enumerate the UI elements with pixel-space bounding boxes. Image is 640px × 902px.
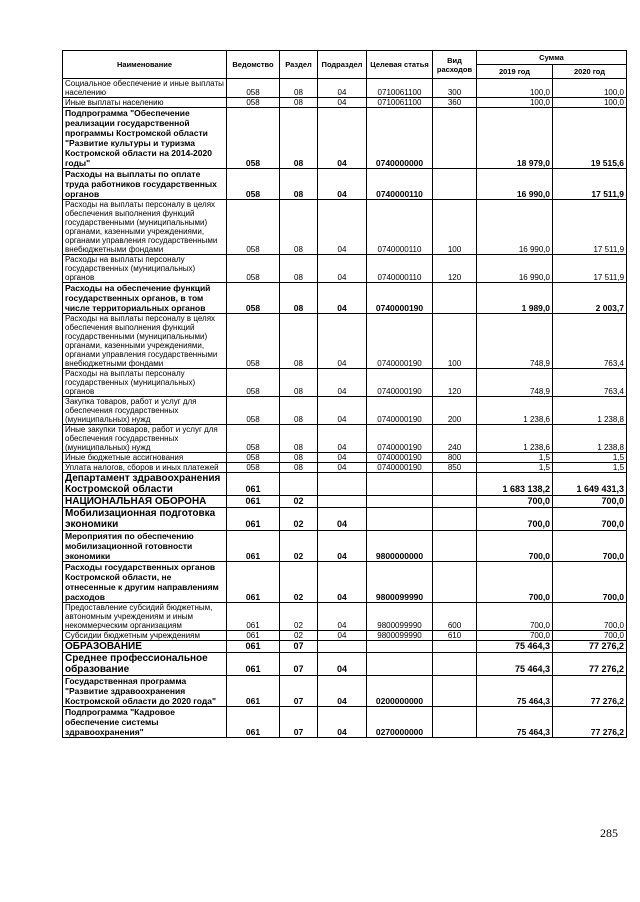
cell-v2020: 700,0 <box>553 508 627 531</box>
cell-sec: 02 <box>280 631 318 641</box>
cell-target <box>367 473 433 496</box>
cell-sub: 04 <box>318 314 367 369</box>
cell-dept: 061 <box>227 508 280 531</box>
cell-v2020: 77 276,2 <box>553 676 627 707</box>
table-body <box>63 79 627 738</box>
cell-v2020: 17 511,9 <box>553 200 627 255</box>
col-header-dept: Ведомство <box>227 51 280 79</box>
cell-sub: 04 <box>318 397 367 425</box>
cell-target: 0740000190 <box>367 283 433 314</box>
cell-v2020: 1 238,8 <box>553 425 627 453</box>
cell-v2019: 16 990,0 <box>477 200 553 255</box>
cell-sub: 04 <box>318 603 367 631</box>
cell-v2020: 17 511,9 <box>553 255 627 283</box>
cell-dept: 058 <box>227 283 280 314</box>
col-header-type: Вид расходов <box>433 51 477 79</box>
cell-type <box>433 508 477 531</box>
cell-dept: 058 <box>227 255 280 283</box>
cell-name: Социальное обеспечение и иные выплаты населению <box>63 79 227 98</box>
cell-dept: 058 <box>227 369 280 397</box>
cell-sub: 04 <box>318 200 367 255</box>
cell-sub: 04 <box>318 676 367 707</box>
budget-table-sheet <box>62 50 626 738</box>
table-row <box>63 79 627 98</box>
cell-v2019: 75 464,3 <box>477 653 553 676</box>
cell-v2020: 19 515,6 <box>553 108 627 169</box>
cell-target: 0740000190 <box>367 369 433 397</box>
cell-target <box>367 641 433 653</box>
cell-type <box>433 169 477 200</box>
cell-sec: 02 <box>280 562 318 603</box>
cell-name: Предоставление субсидий бюджетным, автономным учреждениям и иным некоммерческим организациям <box>63 603 227 631</box>
cell-sub: 04 <box>318 453 367 463</box>
table-row <box>63 108 627 169</box>
cell-sec: 02 <box>280 508 318 531</box>
cell-sec: 02 <box>280 531 318 562</box>
cell-type: 300 <box>433 79 477 98</box>
cell-dept: 058 <box>227 397 280 425</box>
cell-sub <box>318 473 367 496</box>
cell-sub <box>318 496 367 508</box>
table-header <box>63 51 627 79</box>
cell-name: Расходы на выплаты по оплате труда работников государственных органов <box>63 169 227 200</box>
cell-sec: 07 <box>280 707 318 738</box>
col-header-target: Целевая статья <box>367 51 433 79</box>
table-row <box>63 369 627 397</box>
cell-dept: 061 <box>227 631 280 641</box>
cell-type <box>433 562 477 603</box>
table-row <box>63 603 627 631</box>
cell-sub: 04 <box>318 169 367 200</box>
cell-v2020: 700,0 <box>553 603 627 631</box>
cell-v2019: 700,0 <box>477 631 553 641</box>
cell-sub: 04 <box>318 108 367 169</box>
cell-v2020: 77 276,2 <box>553 707 627 738</box>
cell-name: Государственная программа "Развитие здравоохранения Костромской области до 2020 года" <box>63 676 227 707</box>
cell-name: Закупка товаров, работ и услуг для обеспечения государственных (муниципальных) нужд <box>63 397 227 425</box>
page-number: 285 <box>600 826 618 840</box>
cell-sec: 08 <box>280 314 318 369</box>
cell-sec: 08 <box>280 453 318 463</box>
cell-v2020: 700,0 <box>553 631 627 641</box>
cell-dept: 061 <box>227 496 280 508</box>
cell-target: 0710061100 <box>367 79 433 98</box>
cell-sec: 07 <box>280 653 318 676</box>
cell-sec: 08 <box>280 200 318 255</box>
cell-name: Среднее профессиональное образование <box>63 653 227 676</box>
cell-name: Подпрограмма "Кадровое обеспечение системы здравоохранения" <box>63 707 227 738</box>
cell-sub: 04 <box>318 653 367 676</box>
cell-type <box>433 496 477 508</box>
cell-sec <box>280 473 318 496</box>
cell-v2019: 748,9 <box>477 369 553 397</box>
table-row <box>63 255 627 283</box>
cell-dept: 061 <box>227 653 280 676</box>
table-row <box>63 314 627 369</box>
cell-type: 240 <box>433 425 477 453</box>
cell-name: Подпрограмма "Обеспечение реализации государственной программы Костромской области "Развитие культуры и туризма Костромской области на 2014-2020 годы" <box>63 108 227 169</box>
cell-target: 0740000190 <box>367 463 433 473</box>
cell-name: Уплата налогов, сборов и иных платежей <box>63 463 227 473</box>
cell-dept: 061 <box>227 676 280 707</box>
cell-type: 120 <box>433 255 477 283</box>
cell-target <box>367 508 433 531</box>
cell-sec: 08 <box>280 79 318 98</box>
table-row <box>63 283 627 314</box>
cell-target: 0740000110 <box>367 200 433 255</box>
cell-v2019: 1,5 <box>477 453 553 463</box>
cell-target: 0200000000 <box>367 676 433 707</box>
cell-name: Расходы на выплаты персоналу в целях обеспечения выполнения функций государственными (муниципальными) органами, казенными учреждениями, органами управления государственными внебюджетными фондами <box>63 314 227 369</box>
cell-name: Расходы на выплаты персоналу государственных (муниципальных) органов <box>63 255 227 283</box>
cell-name: Расходы на обеспечение функций государственных органов, в том числе территориальных органов <box>63 283 227 314</box>
cell-v2020: 763,4 <box>553 369 627 397</box>
table-row <box>63 641 627 653</box>
cell-sub: 04 <box>318 98 367 108</box>
cell-type <box>433 676 477 707</box>
cell-sec: 02 <box>280 603 318 631</box>
cell-sec: 08 <box>280 98 318 108</box>
cell-v2020: 100,0 <box>553 98 627 108</box>
table-row <box>63 425 627 453</box>
table-row <box>63 98 627 108</box>
cell-sec: 08 <box>280 283 318 314</box>
table-row <box>63 496 627 508</box>
cell-target: 9800000000 <box>367 531 433 562</box>
cell-v2019: 16 990,0 <box>477 169 553 200</box>
table-row <box>63 676 627 707</box>
cell-v2019: 700,0 <box>477 531 553 562</box>
cell-target: 0270000000 <box>367 707 433 738</box>
table-row <box>63 463 627 473</box>
cell-sub: 04 <box>318 562 367 603</box>
cell-name: Департамент здравоохранения Костромской области <box>63 473 227 496</box>
cell-dept: 058 <box>227 425 280 453</box>
cell-v2019: 748,9 <box>477 314 553 369</box>
cell-type: 850 <box>433 463 477 473</box>
cell-type: 120 <box>433 369 477 397</box>
cell-v2019: 75 464,3 <box>477 676 553 707</box>
col-header-2020: 2020 год <box>553 65 627 79</box>
cell-target: 9800099990 <box>367 562 433 603</box>
cell-v2020: 1,5 <box>553 453 627 463</box>
cell-v2020: 77 276,2 <box>553 641 627 653</box>
budget-table <box>62 50 627 738</box>
cell-name: Расходы государственных органов Костромской области, не отнесенные к другим направлениям расходов <box>63 562 227 603</box>
col-header-section: Раздел <box>280 51 318 79</box>
cell-target: 0710061100 <box>367 98 433 108</box>
cell-sec: 08 <box>280 425 318 453</box>
cell-target <box>367 653 433 676</box>
cell-sub: 04 <box>318 707 367 738</box>
cell-type: 200 <box>433 397 477 425</box>
cell-dept: 061 <box>227 707 280 738</box>
cell-name: НАЦИОНАЛЬНАЯ ОБОРОНА <box>63 496 227 508</box>
cell-name: Субсидии бюджетным учреждениям <box>63 631 227 641</box>
cell-type: 800 <box>433 453 477 463</box>
cell-v2020: 2 003,7 <box>553 283 627 314</box>
cell-type <box>433 108 477 169</box>
cell-sec: 08 <box>280 255 318 283</box>
cell-dept: 058 <box>227 169 280 200</box>
cell-sub: 04 <box>318 255 367 283</box>
cell-dept: 058 <box>227 200 280 255</box>
cell-sec: 08 <box>280 463 318 473</box>
cell-dept: 058 <box>227 314 280 369</box>
cell-sec: 07 <box>280 641 318 653</box>
table-row <box>63 473 627 496</box>
cell-dept: 061 <box>227 473 280 496</box>
cell-v2019: 700,0 <box>477 603 553 631</box>
cell-type: 610 <box>433 631 477 641</box>
cell-target <box>367 496 433 508</box>
cell-v2020: 763,4 <box>553 314 627 369</box>
cell-v2019: 16 990,0 <box>477 255 553 283</box>
cell-v2019: 75 464,3 <box>477 641 553 653</box>
table-row <box>63 169 627 200</box>
cell-sub: 04 <box>318 369 367 397</box>
cell-v2019: 75 464,3 <box>477 707 553 738</box>
table-row <box>63 707 627 738</box>
cell-dept: 058 <box>227 79 280 98</box>
cell-name: Иные закупки товаров, работ и услуг для обеспечения государственных (муниципальных) нужд <box>63 425 227 453</box>
cell-type <box>433 531 477 562</box>
cell-v2020: 1 649 431,3 <box>553 473 627 496</box>
cell-v2019: 100,0 <box>477 98 553 108</box>
cell-type <box>433 653 477 676</box>
table-row <box>63 453 627 463</box>
cell-target: 0740000190 <box>367 397 433 425</box>
cell-v2019: 1 683 138,2 <box>477 473 553 496</box>
cell-type <box>433 707 477 738</box>
cell-target: 0740000190 <box>367 314 433 369</box>
cell-type <box>433 473 477 496</box>
table-row <box>63 531 627 562</box>
cell-dept: 058 <box>227 108 280 169</box>
cell-dept: 058 <box>227 98 280 108</box>
cell-name: Мероприятия по обеспечению мобилизационной готовности экономики <box>63 531 227 562</box>
cell-v2019: 100,0 <box>477 79 553 98</box>
cell-sec: 08 <box>280 108 318 169</box>
cell-v2020: 17 511,9 <box>553 169 627 200</box>
cell-target: 9800099990 <box>367 631 433 641</box>
cell-v2019: 700,0 <box>477 562 553 603</box>
cell-sub: 04 <box>318 508 367 531</box>
cell-dept: 058 <box>227 453 280 463</box>
cell-name: Расходы на выплаты персоналу государственных (муниципальных) органов <box>63 369 227 397</box>
cell-sub: 04 <box>318 79 367 98</box>
cell-type <box>433 641 477 653</box>
col-header-subsection: Подраздел <box>318 51 367 79</box>
cell-v2019: 700,0 <box>477 496 553 508</box>
col-header-2019: 2019 год <box>477 65 553 79</box>
cell-sub <box>318 641 367 653</box>
cell-v2019: 1,5 <box>477 463 553 473</box>
cell-target: 0740000110 <box>367 169 433 200</box>
cell-dept: 061 <box>227 562 280 603</box>
cell-type: 600 <box>433 603 477 631</box>
cell-target: 0740000000 <box>367 108 433 169</box>
cell-sub: 04 <box>318 531 367 562</box>
cell-sec: 08 <box>280 169 318 200</box>
cell-sub: 04 <box>318 425 367 453</box>
cell-name: ОБРАЗОВАНИЕ <box>63 641 227 653</box>
cell-target: 0740000110 <box>367 255 433 283</box>
cell-target: 0740000190 <box>367 425 433 453</box>
cell-name: Иные бюджетные ассигнования <box>63 453 227 463</box>
cell-v2019: 1 989,0 <box>477 283 553 314</box>
cell-type <box>433 283 477 314</box>
cell-name: Мобилизационная подготовка экономики <box>63 508 227 531</box>
cell-v2020: 1 238,8 <box>553 397 627 425</box>
cell-dept: 061 <box>227 641 280 653</box>
table-row <box>63 508 627 531</box>
cell-v2020: 700,0 <box>553 531 627 562</box>
cell-sub: 04 <box>318 463 367 473</box>
cell-v2020: 700,0 <box>553 496 627 508</box>
cell-type: 100 <box>433 314 477 369</box>
cell-sub: 04 <box>318 631 367 641</box>
table-row <box>63 562 627 603</box>
cell-target: 0740000190 <box>367 453 433 463</box>
cell-name: Расходы на выплаты персоналу в целях обеспечения выполнения функций государственными (муниципальными) органами, казенными учреждениями, органами управления государственными внебюджетными фондами <box>63 200 227 255</box>
cell-type: 360 <box>433 98 477 108</box>
cell-sec: 08 <box>280 369 318 397</box>
cell-dept: 061 <box>227 603 280 631</box>
cell-v2020: 700,0 <box>553 562 627 603</box>
col-header-name: Наименование <box>63 51 227 79</box>
table-row <box>63 397 627 425</box>
cell-sec: 08 <box>280 397 318 425</box>
cell-sec: 02 <box>280 496 318 508</box>
cell-v2019: 1 238,6 <box>477 425 553 453</box>
cell-sec: 07 <box>280 676 318 707</box>
table-row <box>63 631 627 641</box>
cell-v2019: 1 238,6 <box>477 397 553 425</box>
cell-v2019: 18 979,0 <box>477 108 553 169</box>
cell-v2019: 700,0 <box>477 508 553 531</box>
cell-target: 9800099990 <box>367 603 433 631</box>
cell-v2020: 100,0 <box>553 79 627 98</box>
cell-name: Иные выплаты населению <box>63 98 227 108</box>
cell-dept: 061 <box>227 531 280 562</box>
cell-type: 100 <box>433 200 477 255</box>
table-row <box>63 200 627 255</box>
cell-v2020: 1,5 <box>553 463 627 473</box>
table-row <box>63 653 627 676</box>
col-header-sum: Сумма <box>477 51 627 65</box>
cell-sub: 04 <box>318 283 367 314</box>
cell-v2020: 77 276,2 <box>553 653 627 676</box>
cell-dept: 058 <box>227 463 280 473</box>
